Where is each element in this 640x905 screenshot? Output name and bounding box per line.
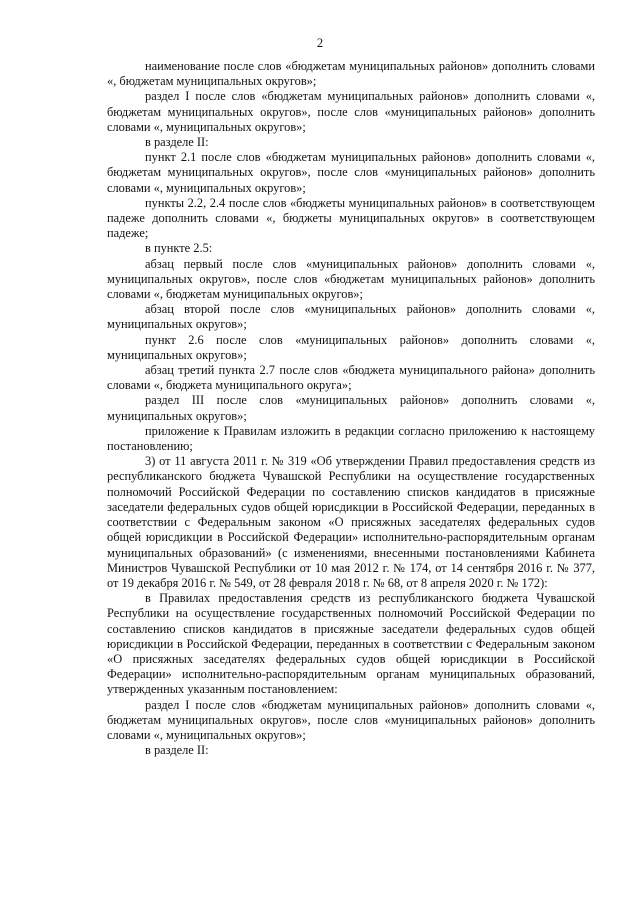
paragraph: абзац третий пункта 2.7 после слов «бюджета муниципального района» дополнить словами «, бюджета муниципального округа»; — [107, 363, 595, 393]
paragraph: наименование после слов «бюджетам муниципальных районов» дополнить словами «, бюджетам муниципальных округов»; — [107, 59, 595, 89]
paragraph: абзац второй после слов «муниципальных районов» дополнить словами «, муниципальных округов»; — [107, 302, 595, 332]
paragraph: 3) от 11 августа 2011 г. № 319 «Об утверждении Правил предоставления средств из республиканского бюджета Чувашской Республики на осуществление государственных полномочий Российской Федерации по составлению списков кандидатов в присяжные заседатели федеральных судов общей юрисдикции в Российской Федерации, переданных в соответствии с Федеральным законом «О присяжных заседателях федеральных судов общей юрисдикции в Российской Федерации» исполнительно-распорядительным органам муниципальных образований» (с изменениями, внесенными постановлениями Кабинета Министров Чувашской Республики от 10 мая 2012 г. № 174, от 14 сентября 2016 г. № 377, от 19 декабря 2016 г. № 549, от 28 февраля 2018 г. № 68, от 8 апреля 2020 г. № 172): — [107, 454, 595, 590]
paragraph: пункт 2.6 после слов «муниципальных районов» дополнить словами «, муниципальных округов»; — [107, 332, 595, 362]
page-number: 2 — [316, 36, 324, 50]
paragraph: в разделе II: — [145, 135, 209, 150]
paragraph: раздел I после слов «бюджетам муниципальных районов» дополнить словами «, бюджетам муниципальных округов», после слов «муниципальных районов» дополнить словами «, муниципальных округов»; — [107, 89, 595, 134]
paragraph: абзац первый после слов «муниципальных районов» дополнить словами «, муниципальных округов», после слов «бюджетам муниципальных районов» дополнить словами «, бюджетам муниципальных округов»; — [107, 256, 595, 302]
paragraph: приложение к Правилам изложить в редакции согласно приложению к настоящему постановлению; — [107, 423, 595, 454]
paragraph: в пункте 2.5: — [145, 241, 213, 256]
paragraph: пункты 2.2, 2.4 после слов «бюджеты муниципальных районов» в соответствующем падеже дополнить словами «, бюджеты муниципальных округов» в соответствующем падеже; — [107, 195, 595, 241]
paragraph: пункт 2.1 после слов «бюджетам муниципальных районов» дополнить словами «, бюджетам муниципальных округов», после слов «муниципальных районов» дополнить словами «, муниципальных округов»; — [107, 150, 595, 195]
document-body — [107, 59, 595, 758]
paragraph: в Правилах предоставления средств из республиканского бюджета Чувашской Республики на осуществление государственных полномочий Российской Федерации по составлению списков кандидатов в присяжные заседатели федеральных судов общей юрисдикции в Российской Федерации, переданных в соответствии с Федеральным законом «О присяжных заседателях федеральных судов общей юрисдикции в Российской Федерации» исполнительно-распорядительным органам муниципальных образований, утвержденных указанным постановлением: — [107, 591, 595, 697]
paragraph: раздел III после слов «муниципальных районов» дополнить словами «, муниципальных округов»; — [107, 393, 595, 423]
paragraph: в разделе II: — [145, 743, 209, 758]
paragraph: раздел I после слов «бюджетам муниципальных районов» дополнить словами «, бюджетам муниципальных округов», после слов «муниципальных районов» дополнить словами «, муниципальных округов»; — [107, 697, 595, 742]
